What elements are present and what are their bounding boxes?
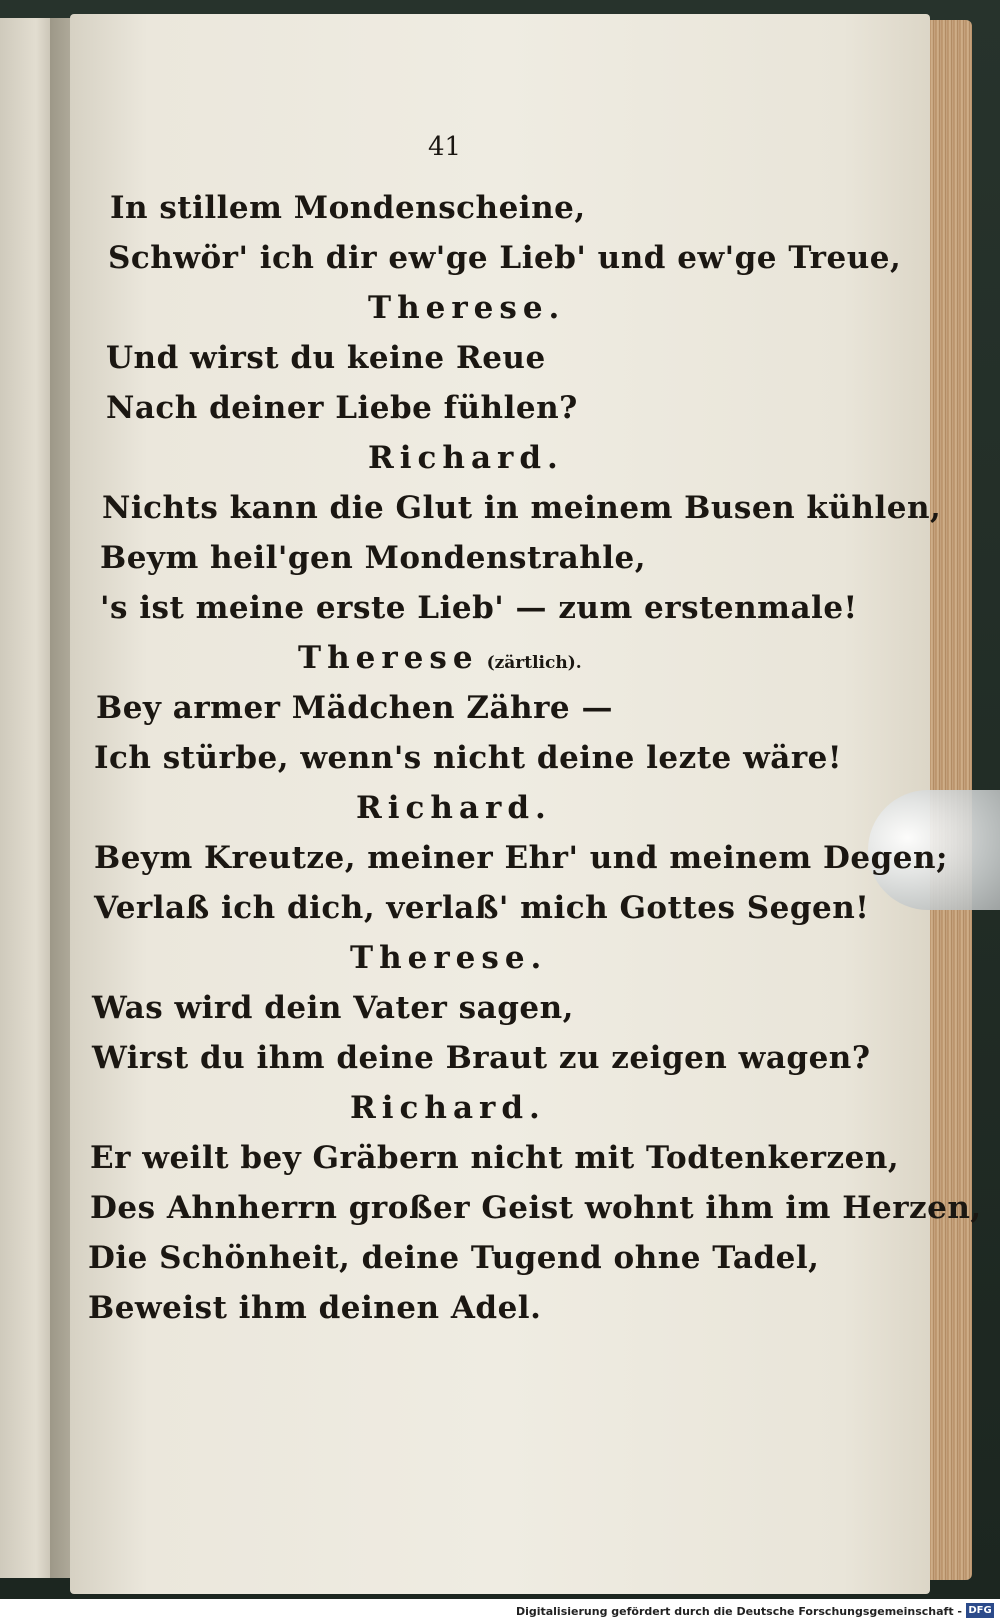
verse-line: Was wird dein Vater sagen, [92,990,574,1026]
footer-credit: Digitalisierung gefördert durch die Deutsche Forschungsgemeinschaft - [515,1605,962,1618]
verse-line: Schwör' ich dir ew'ge Lieb' und ew'ge Treue, [108,240,902,276]
verse-line: Er weilt bey Gräbern nicht mit Todtenkerzen, [90,1140,900,1176]
verse-line: Und wirst du keine Reue [106,340,546,376]
speaker-name: Richard. [356,790,552,826]
verse-line: In stillem Mondenscheine, [110,190,586,226]
verse-line: Die Schönheit, deine Tugend ohne Tadel, [88,1240,820,1276]
dfg-logo: DFG [966,1603,994,1618]
speaker-name [298,640,582,676]
stage-direction: (zärtlich). [486,653,582,673]
verse-line: 's ist meine erste Lieb' — zum erstenmale! [100,590,858,626]
speaker-name: Therese. [350,940,548,976]
digitization-footer [0,1599,1000,1621]
verse-line: Nichts kann die Glut in meinem Busen kühlen, [102,490,942,526]
verse-line: Beym heil'gen Mondenstrahle, [100,540,647,576]
speaker-name: Richard. [368,440,564,476]
verse-line: Nach deiner Liebe fühlen? [106,390,578,426]
verse-line: Bey armer Mädchen Zähre — [96,690,613,726]
verse-line: Des Ahnherrn großer Geist wohnt ihm im Herzen, [90,1190,982,1226]
verse-line: Beym Kreutze, meiner Ehr' und meinem Degen; [94,840,948,876]
verse-line: Verlaß ich dich, verlaß' mich Gottes Segen! [94,890,870,926]
speaker-label: Therese [298,640,479,676]
verse-line: Beweist ihm deinen Adel. [88,1290,542,1326]
page-number: 41 [428,132,462,162]
speaker-name: Therese. [368,290,566,326]
verse-line: Ich stürbe, wenn's nicht deine lezte wäre! [94,740,843,776]
speaker-name: Richard. [350,1090,546,1126]
verse-line: Wirst du ihm deine Braut zu zeigen wagen? [92,1040,871,1076]
